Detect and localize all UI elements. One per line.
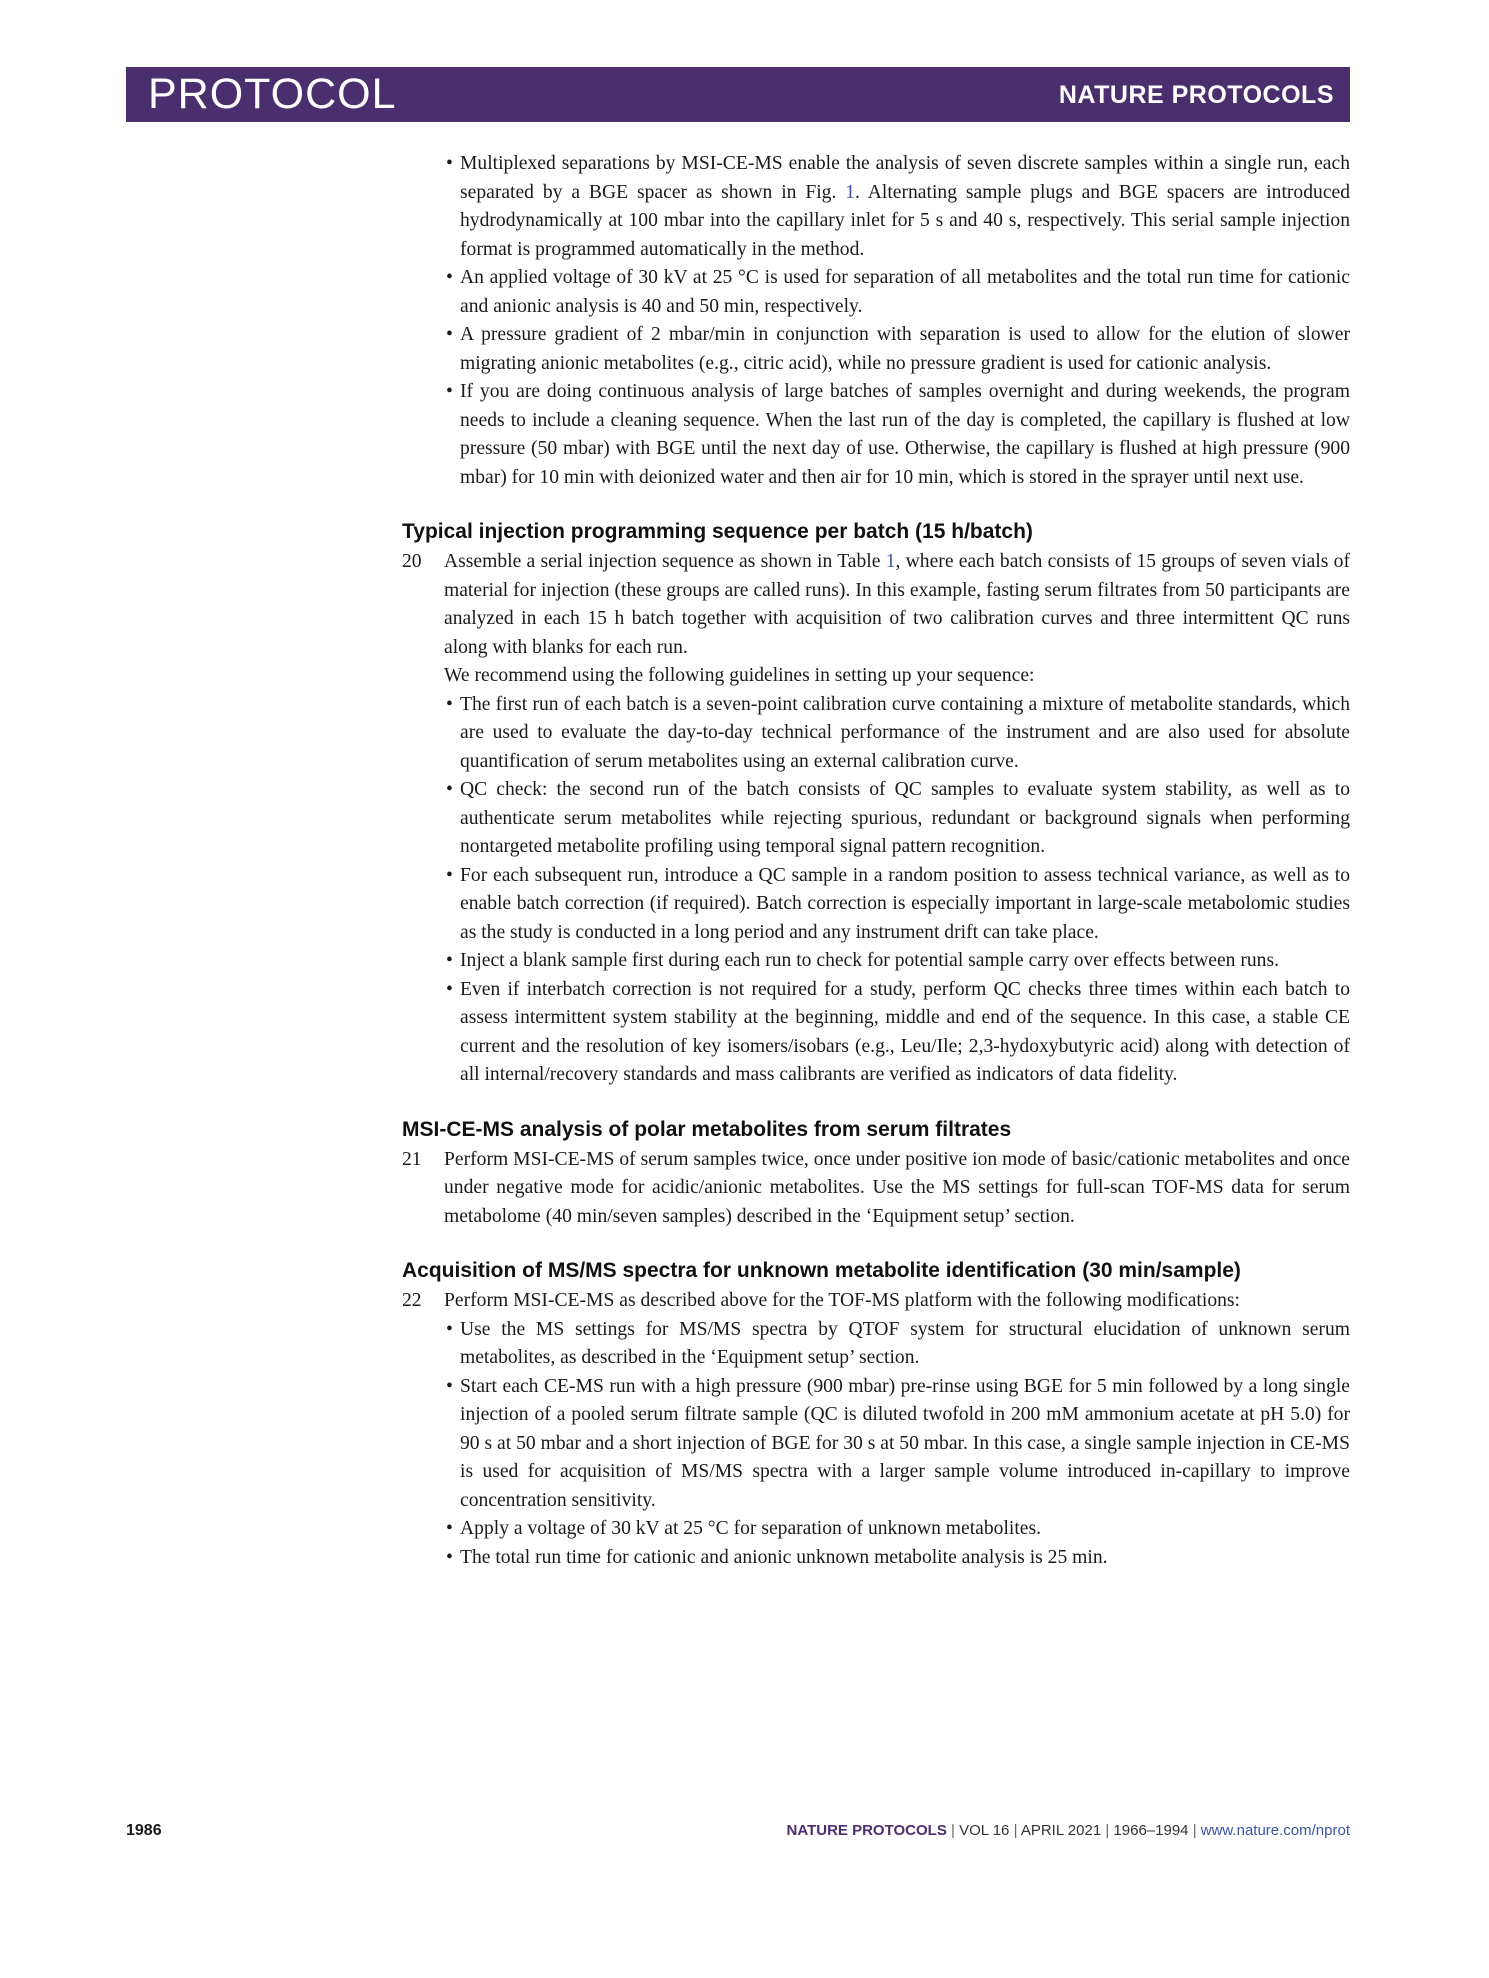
step-21 (402, 1146, 1350, 1232)
bullet-text: The total run time for cationic and anionic unknown metabolite analysis is 25 min. (460, 1546, 1108, 1568)
bullet-icon: • (446, 267, 453, 288)
bullet-icon: • (446, 864, 453, 886)
list-item (402, 150, 1350, 264)
list-item (402, 1373, 1350, 1516)
list-item (402, 264, 1350, 321)
list-item (402, 947, 1350, 976)
journal-label: NATURE PROTOCOLS (1058, 81, 1334, 109)
step-20 (402, 548, 1350, 662)
bullet-text: If you are doing continuous analysis of large batches of samples overnight and during weekends, the program needs to include a cleaning sequence. When the last run of the day is completed, the capillary is flushed at low pressure (50 mbar) with BGE until the next day of use. Otherwise, the capillary is flushed at high pressure (900 mbar) for 10 min with deionized water and then air for 10 min, which is stored in the sprayer until next use. (460, 381, 1350, 488)
bullet-icon: • (446, 978, 453, 1000)
bullet-text: QC check: the second run of the batch consists of QC samples to evaluate system stability, as well as to authenticate serum metabolites while rejecting spurious, redundant or background signals when performing nontargeted metabolite profiling using temporal signal pattern recognition. (460, 779, 1350, 857)
section-heading-injection-sequence: Typical injection programming sequence per batch (15 h/batch) (402, 520, 1033, 543)
bullet-text-pre: Multiplexed separations by MSI-CE-MS enable the analysis of seven discrete samples within a single run, each separated by a BGE spacer as shown in Fig. (460, 153, 1350, 203)
list-item (402, 976, 1350, 1090)
table-link[interactable]: 1 (885, 551, 896, 572)
guidelines-bullet-list (402, 691, 1350, 1090)
bullet-text: Start each CE-MS run with a high pressure (900 mbar) pre-rinse using BGE for 5 min followed by a long single injection of a pooled serum filtrate sample (QC is diluted twofold in 200 mM ammonium acetate at pH 5.0) for 90 s at 50 mbar and a short injection of BGE for 30 s at 50 mbar. In this case, a single sample injection in CE-MS is used for acquisition of MS/MS spectra with a larger sample volume introduced in-capillary to improve concentration sensitivity. (460, 1375, 1350, 1511)
step-number: 21 (402, 1148, 422, 1170)
bullet-icon: • (446, 1518, 453, 1539)
footer-volume: VOL 16 (959, 1822, 1010, 1839)
list-item (402, 1515, 1350, 1544)
step-number: 22 (402, 1290, 422, 1311)
bullet-icon: • (446, 950, 453, 971)
list-item (402, 691, 1350, 777)
bullet-icon: • (446, 1546, 453, 1568)
step-22 (402, 1287, 1350, 1316)
bullet-text: For each subsequent run, introduce a QC sample in a random position to assess technical variance, as well as to enable batch correction (if required). Batch correction is especially important in large-scale metabolomic studies as the study is conducted in a long period and any instrument drift can take place. (460, 864, 1350, 943)
guidelines-intro: We recommend using the following guidelines in setting up your sequence: (444, 665, 1035, 686)
step-text (444, 548, 1350, 662)
intro-bullet-list (402, 150, 1350, 492)
bullet-text: Use the MS settings for MS/MS spectra by QTOF system for structural elucidation of unknown serum metabolites, as described in the ‘Equipment setup’ section. (460, 1318, 1350, 1368)
step-text-post: , where each batch consists of 15 groups of seven vials of material for injection (these groups are called runs). In this example, fasting serum filtrates from 50 participants are analyzed in each 15 h batch together with acquisition of two calibration curves and three intermittent QC runs along with blanks for each run. (444, 551, 1350, 658)
bullet-icon: • (446, 381, 453, 402)
step-text: Perform MSI-CE-MS as described above for the TOF-MS platform with the following modifications: (444, 1290, 1240, 1311)
footer-separator: | (1013, 1822, 1018, 1839)
journal-url-link[interactable]: www.nature.com/nprot (1200, 1822, 1350, 1839)
bullet-text: Even if interbatch correction is not required for a study, perform QC checks three times within each batch to assess intermittent system stability at the beginning, middle and end of the sequence. In this case, a stable CE current and the resolution of key isomers/isobars (e.g., Leu/Ile; 2,3-hydoxybutyric acid) along with detection of all internal/recovery standards and mass calibrants are verified as indicators of data fidelity. (460, 978, 1350, 1085)
bullet-text: Inject a blank sample first during each run to check for potential sample carry over effects between runs. (460, 950, 1279, 971)
footer-date: APRIL 2021 (1020, 1822, 1102, 1839)
bullet-text: Apply a voltage of 30 kV at 25 °C for separation of unknown metabolites. (460, 1518, 1042, 1539)
list-item (402, 1544, 1350, 1573)
list-item (402, 321, 1350, 378)
section-heading-msi-analysis: MSI-CE-MS analysis of polar metabolites from serum filtrates (402, 1117, 1012, 1141)
header-bar (126, 67, 1350, 122)
bullet-icon: • (446, 324, 453, 345)
footer-separator: | (951, 1822, 955, 1839)
bullet-icon: • (446, 779, 453, 800)
footer-pages: 1966–1994 (1113, 1822, 1189, 1839)
bullet-text-post: . Alternating sample plugs and BGE spacers are introduced hydrodynamically at 100 mbar into the capillary inlet for 5 s and 40 s, respectively. This serial sample injection format is programmed automatically in the method. (460, 181, 1351, 260)
step-number: 20 (402, 551, 422, 572)
step-text: Perform MSI-CE-MS of serum samples twice, once under positive ion mode of basic/cationic metabolites and once under negative mode for acidic/anionic metabolites. Use the MS settings for full-scan TOF-MS data for serum metabolome (40 min/seven samples) described in the ‘Equipment setup’ section. (444, 1148, 1350, 1227)
bullet-text: A pressure gradient of 2 mbar/min in conjunction with separation is used to allow for the elution of slower migrating anionic metabolites (e.g., citric acid), while no pressure gradient is used for cationic analysis. (460, 324, 1350, 374)
footer-separator: | (1192, 1822, 1197, 1839)
footer-journal: NATURE PROTOCOLS (786, 1822, 947, 1839)
modifications-bullet-list (402, 1316, 1350, 1573)
step-text-pre: Assemble a serial injection sequence as shown in Table (444, 551, 886, 572)
bullet-text: The first run of each batch is a seven-point calibration curve containing a mixture of metabolite standards, which are used to evaluate the day-to-day technical performance of the instrument and are also used for absolute quantification of serum metabolites using an external calibration curve. (460, 693, 1350, 772)
footer-citation (787, 1822, 1350, 1839)
bullet-text: An applied voltage of 30 kV at 25 °C is used for separation of all metabolites and the total run time for cationic and anionic analysis is 40 and 50 min, respectively. (460, 267, 1350, 317)
list-item (402, 378, 1350, 492)
section-heading-msms-acquisition: Acquisition of MS/MS spectra for unknown metabolite identification (30 min/sample) (402, 1259, 1241, 1282)
list-item (402, 862, 1350, 948)
bullet-icon: • (446, 1318, 453, 1340)
list-item (402, 776, 1350, 862)
article-body (402, 150, 1350, 1572)
bullet-icon: • (446, 153, 453, 174)
footer-separator: | (1105, 1822, 1110, 1839)
section-label: PROTOCOL (148, 70, 397, 118)
list-item (402, 1316, 1350, 1373)
bullet-icon: • (446, 693, 453, 715)
page-number: 1986 (126, 1822, 162, 1839)
figure-link[interactable]: 1 (845, 181, 856, 203)
bullet-icon: • (446, 1375, 453, 1397)
